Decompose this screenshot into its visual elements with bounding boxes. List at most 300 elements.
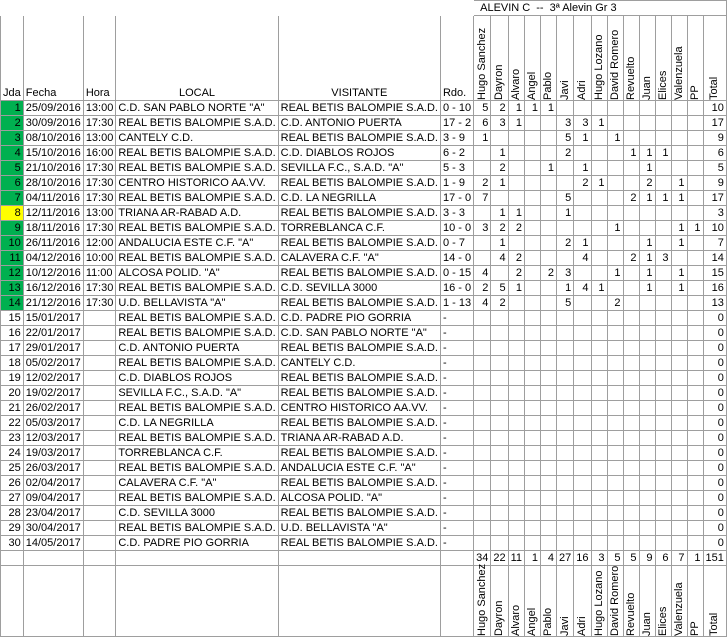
- match-result[interactable]: -: [440, 431, 473, 446]
- match-date[interactable]: 23/04/2017: [23, 506, 83, 521]
- goal-count[interactable]: [491, 506, 508, 521]
- match-date[interactable]: 19/03/2017: [23, 446, 83, 461]
- goal-count[interactable]: [607, 176, 623, 191]
- footer-player[interactable]: [541, 566, 557, 637]
- goal-count[interactable]: [687, 236, 703, 251]
- empty-cell[interactable]: [1, 1, 24, 16]
- goal-count[interactable]: [623, 371, 639, 386]
- goal-count[interactable]: [671, 161, 687, 176]
- goal-count[interactable]: [574, 431, 591, 446]
- goal-count[interactable]: [639, 206, 655, 221]
- goal-count[interactable]: [474, 146, 491, 161]
- goal-count[interactable]: [607, 251, 623, 266]
- home-team[interactable]: C.D. SEVILLA 3000: [116, 506, 278, 521]
- goal-count[interactable]: 1: [541, 161, 557, 176]
- match-time[interactable]: 17:30: [83, 281, 116, 296]
- match-total[interactable]: 16: [703, 281, 726, 296]
- goal-count[interactable]: [474, 431, 491, 446]
- goal-count[interactable]: [508, 536, 524, 551]
- goal-count[interactable]: [491, 446, 508, 461]
- match-result[interactable]: -: [440, 536, 473, 551]
- match-total[interactable]: 0: [703, 506, 726, 521]
- player-total[interactable]: 3: [591, 551, 607, 566]
- home-team[interactable]: REAL BETIS BALOMPIE S.A.D.: [116, 281, 278, 296]
- away-team[interactable]: C.D. SEVILLA 3000: [278, 281, 440, 296]
- match-time[interactable]: [83, 536, 116, 551]
- goal-count[interactable]: [687, 461, 703, 476]
- goal-count[interactable]: [671, 476, 687, 491]
- goal-count[interactable]: [591, 341, 607, 356]
- goal-count[interactable]: [557, 311, 574, 326]
- goal-count[interactable]: [491, 431, 508, 446]
- goal-count[interactable]: [623, 491, 639, 506]
- goal-count[interactable]: [474, 416, 491, 431]
- goal-count[interactable]: [574, 461, 591, 476]
- goal-count[interactable]: [574, 191, 591, 206]
- goal-count[interactable]: 2: [508, 221, 524, 236]
- goal-count[interactable]: [623, 356, 639, 371]
- jornada-number[interactable]: 19: [1, 371, 24, 386]
- jornada-number[interactable]: 28: [1, 506, 24, 521]
- header-player[interactable]: [703, 16, 726, 101]
- home-team[interactable]: TORREBLANCA C.F.: [116, 446, 278, 461]
- goal-count[interactable]: [525, 116, 541, 131]
- player-total[interactable]: 5: [607, 551, 623, 566]
- goal-count[interactable]: [607, 206, 623, 221]
- goal-count[interactable]: [591, 461, 607, 476]
- match-result[interactable]: -: [440, 521, 473, 536]
- home-team[interactable]: C.D. DIABLOS ROJOS: [116, 371, 278, 386]
- goal-count[interactable]: [687, 116, 703, 131]
- goal-count[interactable]: [474, 206, 491, 221]
- goal-count[interactable]: [508, 476, 524, 491]
- match-result[interactable]: 1 - 13: [440, 296, 473, 311]
- jornada-number[interactable]: 3: [1, 131, 24, 146]
- goal-count[interactable]: [557, 101, 574, 116]
- match-time[interactable]: [83, 476, 116, 491]
- goal-count[interactable]: [574, 101, 591, 116]
- goal-count[interactable]: [591, 356, 607, 371]
- away-team[interactable]: REAL BETIS BALOMPIE S.A.D.: [278, 476, 440, 491]
- jornada-number[interactable]: 17: [1, 341, 24, 356]
- home-team[interactable]: REAL BETIS BALOMPIE S.A.D.: [116, 521, 278, 536]
- goal-count[interactable]: [623, 476, 639, 491]
- jornada-number[interactable]: 5: [1, 161, 24, 176]
- player-total[interactable]: 16: [574, 551, 591, 566]
- goal-count[interactable]: [607, 521, 623, 536]
- empty-cell[interactable]: [23, 1, 83, 16]
- match-date[interactable]: 19/02/2017: [23, 386, 83, 401]
- goal-count[interactable]: 4: [474, 296, 491, 311]
- goal-count[interactable]: [508, 386, 524, 401]
- goal-count[interactable]: 1: [574, 131, 591, 146]
- goal-count[interactable]: [591, 206, 607, 221]
- goal-count[interactable]: 1: [655, 191, 671, 206]
- footer-player[interactable]: [623, 566, 639, 637]
- goal-count[interactable]: 1: [671, 191, 687, 206]
- goal-count[interactable]: [541, 356, 557, 371]
- goal-count[interactable]: [574, 221, 591, 236]
- goal-count[interactable]: [508, 296, 524, 311]
- match-total[interactable]: 0: [703, 326, 726, 341]
- match-result[interactable]: 1 - 9: [440, 176, 473, 191]
- away-team[interactable]: REAL BETIS BALOMPIE S.A.D.: [278, 176, 440, 191]
- header-player[interactable]: [508, 16, 524, 101]
- goal-count[interactable]: 7: [474, 191, 491, 206]
- goal-count[interactable]: [607, 311, 623, 326]
- goal-count[interactable]: 1: [607, 266, 623, 281]
- goal-count[interactable]: [639, 311, 655, 326]
- goal-count[interactable]: [525, 266, 541, 281]
- match-date[interactable]: 18/11/2016: [23, 221, 83, 236]
- goal-count[interactable]: [623, 296, 639, 311]
- jornada-number[interactable]: 24: [1, 446, 24, 461]
- goal-count[interactable]: [591, 401, 607, 416]
- goal-count[interactable]: [525, 521, 541, 536]
- goal-count[interactable]: 5: [557, 131, 574, 146]
- goal-count[interactable]: [557, 416, 574, 431]
- home-team[interactable]: REAL BETIS BALOMPIE S.A.D.: [116, 491, 278, 506]
- goal-count[interactable]: [574, 311, 591, 326]
- goal-count[interactable]: [655, 356, 671, 371]
- goal-count[interactable]: [557, 386, 574, 401]
- goal-count[interactable]: [474, 401, 491, 416]
- jornada-number[interactable]: 26: [1, 476, 24, 491]
- goal-count[interactable]: [557, 251, 574, 266]
- goal-count[interactable]: [557, 476, 574, 491]
- empty-cell[interactable]: [1, 566, 24, 637]
- goal-count[interactable]: [655, 416, 671, 431]
- goal-count[interactable]: 5: [557, 191, 574, 206]
- goal-count[interactable]: [541, 416, 557, 431]
- goal-count[interactable]: 2: [491, 221, 508, 236]
- home-team[interactable]: REAL BETIS BALOMPIE S.A.D.: [116, 326, 278, 341]
- match-time[interactable]: 17:30: [83, 116, 116, 131]
- goal-count[interactable]: [508, 311, 524, 326]
- match-result[interactable]: 16 - 0: [440, 281, 473, 296]
- goal-count[interactable]: [541, 521, 557, 536]
- goal-count[interactable]: [474, 341, 491, 356]
- goal-count[interactable]: [574, 506, 591, 521]
- goal-count[interactable]: [557, 491, 574, 506]
- header-player[interactable]: [623, 16, 639, 101]
- goal-count[interactable]: [474, 446, 491, 461]
- match-total[interactable]: 17: [703, 116, 726, 131]
- goal-count[interactable]: [687, 356, 703, 371]
- goal-count[interactable]: [525, 311, 541, 326]
- match-date[interactable]: 05/02/2017: [23, 356, 83, 371]
- goal-count[interactable]: [541, 476, 557, 491]
- header-player[interactable]: [541, 16, 557, 101]
- goal-count[interactable]: [508, 371, 524, 386]
- goal-count[interactable]: [607, 281, 623, 296]
- goal-count[interactable]: 1: [557, 206, 574, 221]
- away-team[interactable]: CALAVERA C.F. "A": [278, 251, 440, 266]
- goal-count[interactable]: [508, 161, 524, 176]
- match-time[interactable]: [83, 401, 116, 416]
- empty-cell[interactable]: [440, 551, 473, 566]
- match-result[interactable]: 14 - 0: [440, 251, 473, 266]
- goal-count[interactable]: [508, 146, 524, 161]
- goal-count[interactable]: [623, 401, 639, 416]
- goal-count[interactable]: [687, 146, 703, 161]
- goal-count[interactable]: [574, 266, 591, 281]
- goal-count[interactable]: 1: [671, 281, 687, 296]
- match-date[interactable]: 28/10/2016: [23, 176, 83, 191]
- away-team[interactable]: C.D. SAN PABLO NORTE "A": [278, 326, 440, 341]
- goal-count[interactable]: [655, 311, 671, 326]
- goal-count[interactable]: [639, 296, 655, 311]
- jornada-number[interactable]: 9: [1, 221, 24, 236]
- goal-count[interactable]: [541, 461, 557, 476]
- goal-count[interactable]: 5: [474, 101, 491, 116]
- goal-count[interactable]: 1: [491, 146, 508, 161]
- goal-count[interactable]: [671, 341, 687, 356]
- goal-count[interactable]: [639, 371, 655, 386]
- goal-count[interactable]: [671, 416, 687, 431]
- goal-count[interactable]: [591, 161, 607, 176]
- goal-count[interactable]: [574, 416, 591, 431]
- goal-count[interactable]: [655, 101, 671, 116]
- footer-player[interactable]: [671, 566, 687, 637]
- jornada-number[interactable]: 22: [1, 416, 24, 431]
- match-date[interactable]: 16/12/2016: [23, 281, 83, 296]
- match-result[interactable]: -: [440, 461, 473, 476]
- match-total[interactable]: 0: [703, 491, 726, 506]
- goal-count[interactable]: 2: [574, 176, 591, 191]
- goal-count[interactable]: [687, 266, 703, 281]
- goal-count[interactable]: 2: [474, 176, 491, 191]
- goal-count[interactable]: [655, 131, 671, 146]
- goal-count[interactable]: [541, 401, 557, 416]
- away-team[interactable]: REAL BETIS BALOMPIE S.A.D.: [278, 386, 440, 401]
- goal-count[interactable]: [525, 236, 541, 251]
- goal-count[interactable]: [491, 341, 508, 356]
- jornada-number[interactable]: 10: [1, 236, 24, 251]
- goal-count[interactable]: 1: [574, 161, 591, 176]
- footer-player[interactable]: [525, 566, 541, 637]
- goal-count[interactable]: [525, 506, 541, 521]
- goal-count[interactable]: [474, 311, 491, 326]
- goal-count[interactable]: [639, 341, 655, 356]
- goal-count[interactable]: 1: [491, 176, 508, 191]
- home-team[interactable]: REAL BETIS BALOMPIE S.A.D.: [116, 461, 278, 476]
- match-total[interactable]: 0: [703, 446, 726, 461]
- goal-count[interactable]: 4: [574, 281, 591, 296]
- goal-count[interactable]: [687, 311, 703, 326]
- goal-count[interactable]: [607, 506, 623, 521]
- away-team[interactable]: ALCOSA POLID. "A": [278, 491, 440, 506]
- header-visitante[interactable]: VISITANTE: [278, 16, 440, 101]
- match-date[interactable]: 15/10/2016: [23, 146, 83, 161]
- match-result[interactable]: 0 - 15: [440, 266, 473, 281]
- goal-count[interactable]: [591, 251, 607, 266]
- goal-count[interactable]: 1: [591, 176, 607, 191]
- goal-count[interactable]: [623, 431, 639, 446]
- goal-count[interactable]: [655, 326, 671, 341]
- goal-count[interactable]: [687, 506, 703, 521]
- goal-count[interactable]: [639, 101, 655, 116]
- match-date[interactable]: 14/05/2017: [23, 536, 83, 551]
- goal-count[interactable]: [541, 491, 557, 506]
- goal-count[interactable]: [639, 461, 655, 476]
- goal-count[interactable]: 4: [574, 251, 591, 266]
- goal-count[interactable]: [639, 116, 655, 131]
- goal-count[interactable]: [557, 536, 574, 551]
- goal-count[interactable]: [491, 521, 508, 536]
- match-total[interactable]: 0: [703, 371, 726, 386]
- match-total[interactable]: 5: [703, 161, 726, 176]
- goal-count[interactable]: [607, 356, 623, 371]
- goal-count[interactable]: 1: [508, 206, 524, 221]
- footer-player[interactable]: [607, 566, 623, 637]
- match-time[interactable]: [83, 431, 116, 446]
- match-time[interactable]: 10:00: [83, 251, 116, 266]
- match-result[interactable]: -: [440, 476, 473, 491]
- jornada-number[interactable]: 15: [1, 311, 24, 326]
- goal-count[interactable]: [525, 431, 541, 446]
- goal-count[interactable]: [591, 266, 607, 281]
- empty-cell[interactable]: [278, 1, 440, 16]
- goal-count[interactable]: [541, 251, 557, 266]
- goal-count[interactable]: [541, 206, 557, 221]
- jornada-number[interactable]: 20: [1, 386, 24, 401]
- goal-count[interactable]: [687, 386, 703, 401]
- goal-count[interactable]: [671, 461, 687, 476]
- footer-player[interactable]: [508, 566, 524, 637]
- match-date[interactable]: 26/03/2017: [23, 461, 83, 476]
- player-total[interactable]: 7: [671, 551, 687, 566]
- goal-count[interactable]: [607, 416, 623, 431]
- empty-cell[interactable]: [440, 566, 473, 637]
- goal-count[interactable]: [474, 356, 491, 371]
- goal-count[interactable]: [525, 221, 541, 236]
- goal-count[interactable]: [525, 296, 541, 311]
- goal-count[interactable]: [508, 431, 524, 446]
- goal-count[interactable]: [671, 446, 687, 461]
- goal-count[interactable]: 3: [557, 116, 574, 131]
- player-total[interactable]: 6: [655, 551, 671, 566]
- goal-count[interactable]: [474, 506, 491, 521]
- goal-count[interactable]: [607, 476, 623, 491]
- away-team[interactable]: ANDALUCIA ESTE C.F. "A": [278, 461, 440, 476]
- goal-count[interactable]: [574, 476, 591, 491]
- goal-count[interactable]: [607, 371, 623, 386]
- goal-count[interactable]: 1: [508, 116, 524, 131]
- empty-cell[interactable]: [116, 566, 278, 637]
- goal-count[interactable]: 2: [491, 161, 508, 176]
- goal-count[interactable]: 3: [655, 251, 671, 266]
- match-result[interactable]: -: [440, 326, 473, 341]
- match-date[interactable]: 21/10/2016: [23, 161, 83, 176]
- player-total[interactable]: 1: [525, 551, 541, 566]
- match-result[interactable]: -: [440, 416, 473, 431]
- goal-count[interactable]: [541, 176, 557, 191]
- player-total[interactable]: 4: [541, 551, 557, 566]
- goal-count[interactable]: [687, 536, 703, 551]
- home-team[interactable]: REAL BETIS BALOMPIE S.A.D.: [116, 401, 278, 416]
- goal-count[interactable]: 1: [591, 116, 607, 131]
- goal-count[interactable]: [655, 386, 671, 401]
- goal-count[interactable]: [623, 326, 639, 341]
- goal-count[interactable]: [671, 296, 687, 311]
- goal-count[interactable]: [687, 476, 703, 491]
- footer-player[interactable]: [703, 566, 726, 637]
- goal-count[interactable]: [671, 536, 687, 551]
- goal-count[interactable]: [655, 221, 671, 236]
- goal-count[interactable]: [623, 416, 639, 431]
- goal-count[interactable]: [491, 461, 508, 476]
- goal-count[interactable]: [687, 326, 703, 341]
- match-result[interactable]: 3 - 3: [440, 206, 473, 221]
- goal-count[interactable]: 2: [508, 266, 524, 281]
- home-team[interactable]: SEVILLA F.C., S.A.D. "A": [116, 386, 278, 401]
- match-time[interactable]: 17:30: [83, 176, 116, 191]
- goal-count[interactable]: [591, 191, 607, 206]
- player-total[interactable]: 27: [557, 551, 574, 566]
- goal-count[interactable]: [623, 506, 639, 521]
- goal-count[interactable]: 1: [639, 251, 655, 266]
- match-date[interactable]: 10/12/2016: [23, 266, 83, 281]
- goal-count[interactable]: 5: [491, 281, 508, 296]
- goal-count[interactable]: [671, 116, 687, 131]
- match-time[interactable]: [83, 356, 116, 371]
- goal-count[interactable]: [591, 146, 607, 161]
- goal-count[interactable]: [541, 431, 557, 446]
- goal-count[interactable]: [574, 326, 591, 341]
- match-time[interactable]: [83, 506, 116, 521]
- empty-cell[interactable]: [116, 1, 278, 16]
- goal-count[interactable]: [655, 371, 671, 386]
- goal-count[interactable]: [591, 521, 607, 536]
- match-date[interactable]: 22/01/2017: [23, 326, 83, 341]
- goal-count[interactable]: [687, 296, 703, 311]
- match-result[interactable]: 5 - 3: [440, 161, 473, 176]
- away-team[interactable]: REAL BETIS BALOMPIE S.A.D.: [278, 296, 440, 311]
- match-total[interactable]: 0: [703, 341, 726, 356]
- goal-count[interactable]: [655, 431, 671, 446]
- goal-count[interactable]: [508, 341, 524, 356]
- goal-count[interactable]: 1: [671, 236, 687, 251]
- goal-count[interactable]: [591, 476, 607, 491]
- match-total[interactable]: 6: [703, 146, 726, 161]
- goal-count[interactable]: [655, 176, 671, 191]
- goal-count[interactable]: 1: [671, 266, 687, 281]
- away-team[interactable]: REAL BETIS BALOMPIE S.A.D.: [278, 206, 440, 221]
- header-rdo[interactable]: Rdo.: [440, 16, 473, 101]
- match-date[interactable]: 30/09/2016: [23, 116, 83, 131]
- goal-count[interactable]: [607, 191, 623, 206]
- match-total[interactable]: 0: [703, 461, 726, 476]
- goal-count[interactable]: 1: [574, 236, 591, 251]
- home-team[interactable]: REAL BETIS BALOMPIE S.A.D.: [116, 431, 278, 446]
- goal-count[interactable]: [541, 116, 557, 131]
- goal-count[interactable]: [541, 311, 557, 326]
- match-result[interactable]: 3 - 9: [440, 131, 473, 146]
- goal-count[interactable]: [591, 491, 607, 506]
- goal-count[interactable]: 1: [655, 146, 671, 161]
- goal-count[interactable]: [474, 371, 491, 386]
- goal-count[interactable]: 3: [474, 221, 491, 236]
- goal-count[interactable]: [687, 446, 703, 461]
- header-player[interactable]: [655, 16, 671, 101]
- goal-count[interactable]: [541, 131, 557, 146]
- goal-count[interactable]: [525, 161, 541, 176]
- away-team[interactable]: TORREBLANCA C.F.: [278, 221, 440, 236]
- goal-count[interactable]: 2: [623, 251, 639, 266]
- goal-count[interactable]: [525, 491, 541, 506]
- goal-count[interactable]: [525, 476, 541, 491]
